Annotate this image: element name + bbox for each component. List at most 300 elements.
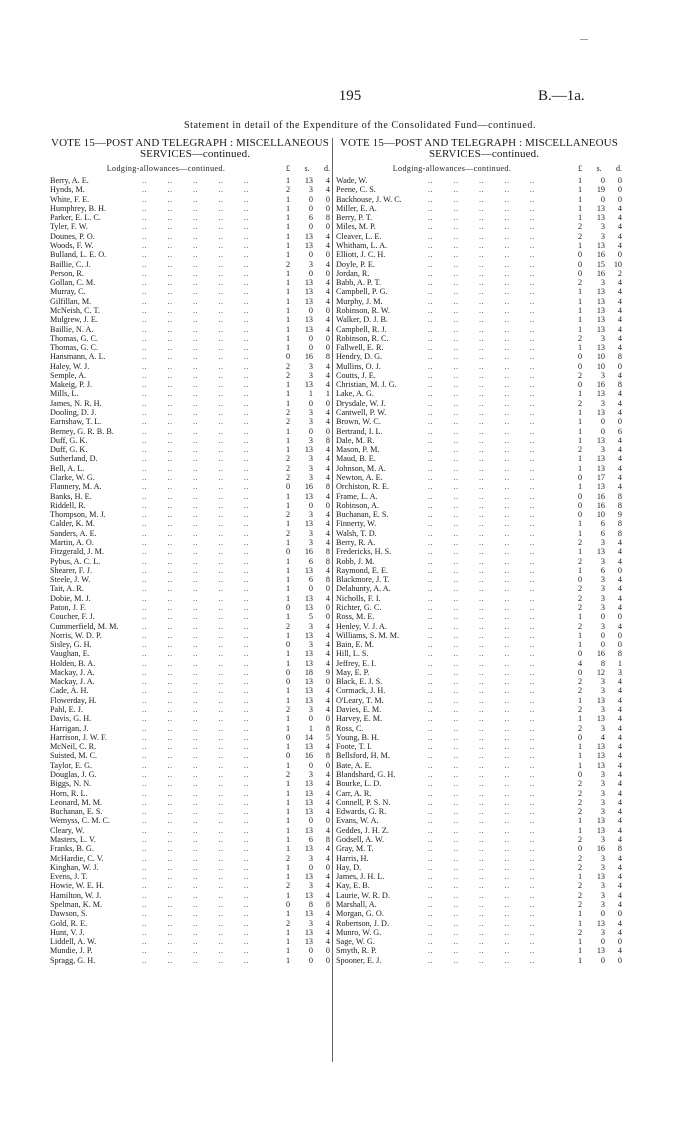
- pence: 0: [325, 602, 330, 612]
- amount: [286, 937, 330, 946]
- pounds: 1: [286, 398, 291, 408]
- leader-dots: .. .. .. .. ..: [428, 417, 535, 427]
- table-row: [50, 891, 330, 900]
- leader-dots: .. .. .. .. ..: [428, 909, 535, 919]
- shillings: 0: [600, 612, 605, 622]
- shillings: 0: [308, 760, 313, 770]
- table-row: [336, 909, 622, 918]
- pence: 4: [617, 602, 622, 612]
- table-row: [50, 417, 330, 426]
- payee-name: Pahl, E. J.: [50, 705, 83, 715]
- pounds: 1: [286, 575, 291, 585]
- payee-name: Woods, F. W.: [50, 240, 94, 250]
- pence: 4: [617, 872, 622, 882]
- shillings: 13: [596, 918, 605, 928]
- payee-name: Maud, B. E.: [336, 454, 376, 464]
- amount: [578, 612, 622, 621]
- pounds: 1: [286, 630, 291, 640]
- pounds: 2: [286, 705, 291, 715]
- amount: [286, 622, 330, 631]
- pounds: 0: [578, 500, 583, 510]
- shillings: 13: [304, 380, 313, 390]
- leader-dots: .. .. .. .. ..: [142, 797, 249, 807]
- shillings: 15: [596, 259, 605, 269]
- right-column: [336, 138, 622, 965]
- table-row: [336, 733, 622, 742]
- pence: 4: [617, 305, 622, 315]
- pence: 4: [617, 621, 622, 631]
- payee-name: Cleaver, L. E.: [336, 231, 382, 241]
- shillings-header: s.: [596, 164, 602, 173]
- shillings: 0: [600, 937, 605, 947]
- amount: [578, 779, 622, 788]
- leader-dots: .. .. .. .. ..: [142, 259, 249, 269]
- pence: 4: [325, 695, 330, 705]
- table-row: [336, 919, 622, 928]
- amount: [578, 287, 622, 296]
- leader-dots: .. .. .. .. ..: [142, 445, 249, 455]
- shillings: 13: [304, 519, 313, 529]
- amount: [286, 185, 330, 194]
- shillings: 3: [600, 593, 605, 603]
- pounds: 2: [578, 231, 583, 241]
- pounds: 1: [578, 305, 583, 315]
- pence: 8: [617, 528, 622, 538]
- payee-name: Elliott, J. C. H.: [336, 250, 386, 260]
- leader-dots: .. .. .. .. ..: [142, 203, 249, 213]
- table-row: [50, 584, 330, 593]
- leader-dots: .. .. .. .. ..: [142, 389, 249, 399]
- table-row: [50, 306, 330, 315]
- payee-name: Steele, J. W.: [50, 575, 91, 585]
- table-row: [336, 297, 622, 306]
- table-row: [336, 622, 622, 631]
- payee-name: Ross, C.: [336, 723, 364, 733]
- payee-name: Backhouse, J. W. C.: [336, 194, 402, 204]
- payee-name: Masters, L. V.: [50, 834, 96, 844]
- amount: [578, 315, 622, 324]
- amount: [578, 492, 622, 501]
- leader-dots: .. .. .. .. ..: [142, 584, 249, 594]
- pounds: 2: [578, 927, 583, 937]
- pence: 0: [617, 194, 622, 204]
- payee-name: Raymond, E. E.: [336, 565, 389, 575]
- amount: [578, 232, 622, 241]
- table-row: [50, 352, 330, 361]
- amount: [578, 900, 622, 909]
- leader-dots: .. .. .. .. ..: [142, 640, 249, 650]
- leader-dots: .. .. .. .. ..: [142, 834, 249, 844]
- pence: 0: [325, 398, 330, 408]
- shillings: 13: [304, 890, 313, 900]
- pence: 4: [325, 380, 330, 390]
- pence: 4: [617, 695, 622, 705]
- pence: 0: [617, 909, 622, 919]
- payee-name: Sage, W. G.: [336, 937, 375, 947]
- table-row: [50, 603, 330, 612]
- pounds: 0: [286, 602, 291, 612]
- shillings: 13: [596, 714, 605, 724]
- shillings: 0: [600, 194, 605, 204]
- table-row: [50, 399, 330, 408]
- leader-dots: .. .. .. .. ..: [142, 630, 249, 640]
- payee-name: Fredericks, H. S.: [336, 547, 392, 557]
- pence: 4: [617, 751, 622, 761]
- pounds: 1: [578, 630, 583, 640]
- table-row: [50, 649, 330, 658]
- table-row: [50, 362, 330, 371]
- pence: 8: [617, 380, 622, 390]
- amount: [286, 529, 330, 538]
- leader-dots: .. .. .. .. ..: [428, 937, 535, 947]
- amount: [578, 427, 622, 436]
- amount: [578, 464, 622, 473]
- table-row: [336, 519, 622, 528]
- shillings: 13: [596, 240, 605, 250]
- pounds: 0: [578, 667, 583, 677]
- pence: 4: [617, 473, 622, 482]
- payee-name: Robb, J. M.: [336, 556, 375, 566]
- table-row: [50, 250, 330, 259]
- table-row: [336, 575, 622, 584]
- pence: 4: [617, 890, 622, 900]
- shillings: 13: [304, 927, 313, 937]
- pence: 9: [325, 667, 330, 677]
- shillings: 18: [304, 667, 313, 677]
- leader-dots: .. .. .. .. ..: [142, 862, 249, 872]
- amount: [286, 222, 330, 231]
- pounds: 0: [578, 844, 583, 854]
- payee-name: Miles, M. P.: [336, 222, 376, 232]
- leader-dots: .. .. .. .. ..: [428, 176, 535, 185]
- shillings: 0: [308, 398, 313, 408]
- leader-dots: .. .. .. .. ..: [142, 593, 249, 603]
- pence: 4: [325, 630, 330, 640]
- pence: 8: [617, 844, 622, 854]
- pence: 9: [617, 510, 622, 520]
- shillings: 13: [596, 389, 605, 399]
- payee-name: Bain, E. M.: [336, 640, 374, 650]
- pence: 4: [325, 909, 330, 919]
- amount: [578, 909, 622, 918]
- pence: 4: [617, 213, 622, 223]
- shillings: 16: [596, 380, 605, 390]
- pounds: 0: [578, 259, 583, 269]
- vote-heading-line1: VOTE 15—POST AND TELEGRAPH : MISCELLANEOUS: [340, 137, 618, 149]
- payee-name: Earnshaw, T. L.: [50, 417, 102, 427]
- payee-name: Johnson, M. A.: [336, 463, 386, 473]
- shillings: 13: [304, 825, 313, 835]
- shillings: 3: [600, 797, 605, 807]
- leader-dots: .. .. .. .. ..: [142, 649, 249, 659]
- table-row: [50, 260, 330, 269]
- pounds: 1: [286, 333, 291, 343]
- table-row: [336, 686, 622, 695]
- pence: 2: [617, 268, 622, 278]
- leader-dots: .. .. .. .. ..: [142, 370, 249, 380]
- table-row: [336, 241, 622, 250]
- amount: [578, 705, 622, 714]
- table-row: [336, 529, 622, 538]
- shillings: 13: [304, 788, 313, 798]
- amount: [578, 519, 622, 528]
- leader-dots: .. .. .. .. ..: [428, 686, 535, 696]
- pounds: 1: [286, 380, 291, 390]
- amount: [578, 575, 622, 584]
- pounds: 2: [578, 686, 583, 696]
- pence: 4: [325, 872, 330, 882]
- leader-dots: .. .. .. .. ..: [142, 426, 249, 436]
- amount: [578, 334, 622, 343]
- table-row: [336, 724, 622, 733]
- amount: [286, 195, 330, 204]
- table-row: [50, 956, 330, 965]
- payee-name: Hamilton, W. J.: [50, 890, 102, 900]
- leader-dots: .. .. .. .. ..: [142, 955, 249, 965]
- shillings: 13: [304, 593, 313, 603]
- pence: 0: [617, 250, 622, 260]
- shillings: 13: [304, 565, 313, 575]
- shillings: 3: [600, 890, 605, 900]
- payee-name: Peene, C. S.: [336, 185, 376, 195]
- payee-name: Haley, W. J.: [50, 361, 90, 371]
- leader-dots: .. .. .. .. ..: [428, 742, 535, 752]
- amount: [286, 928, 330, 937]
- shillings: 13: [304, 231, 313, 241]
- table-row: [50, 408, 330, 417]
- leader-dots: .. .. .. .. ..: [142, 361, 249, 371]
- amount: [578, 306, 622, 315]
- payee-name: Franks, B. G.: [50, 844, 94, 854]
- leader-dots: .. .. .. .. ..: [142, 287, 249, 297]
- leader-dots: .. .. .. .. ..: [142, 816, 249, 826]
- shillings: 3: [308, 454, 313, 464]
- pence: 0: [617, 185, 622, 195]
- amount: [286, 389, 330, 398]
- amount: [286, 724, 330, 733]
- amount: [286, 919, 330, 928]
- amount: [578, 408, 622, 417]
- shillings: 6: [308, 556, 313, 566]
- shillings: 6: [600, 528, 605, 538]
- leader-dots: .. .. .. .. ..: [142, 844, 249, 854]
- amount: [578, 946, 622, 955]
- payee-name: Drysdale, W. J.: [336, 398, 386, 408]
- pence: 4: [325, 463, 330, 473]
- payee-name: Whitham, L. A.: [336, 240, 388, 250]
- shillings: 10: [596, 510, 605, 520]
- amount: [286, 733, 330, 742]
- amount: [286, 287, 330, 296]
- table-row: [50, 278, 330, 287]
- table-row: [50, 510, 330, 519]
- table-row: [50, 742, 330, 751]
- leader-dots: .. .. .. .. ..: [428, 370, 535, 380]
- payee-name: Semple, A.: [50, 370, 87, 380]
- leader-dots: .. .. .. .. ..: [428, 500, 535, 510]
- table-row: [50, 473, 330, 482]
- payee-name: Babb, A. P. T.: [336, 278, 381, 288]
- shillings: 0: [308, 305, 313, 315]
- table-row: [336, 492, 622, 501]
- amount: [286, 213, 330, 222]
- pence: 0: [325, 203, 330, 213]
- payee-name: McNeil, C. R.: [50, 742, 97, 752]
- shillings: 0: [308, 862, 313, 872]
- pounds: 1: [578, 426, 583, 436]
- shillings: 3: [600, 779, 605, 789]
- pounds: 0: [578, 250, 583, 260]
- amount: [578, 389, 622, 398]
- shillings: 6: [308, 834, 313, 844]
- leader-dots: .. .. .. .. ..: [428, 380, 535, 390]
- payee-name: Flannery, M. A.: [50, 482, 102, 492]
- payee-name: Wade, W.: [336, 176, 368, 185]
- pounds: 1: [578, 640, 583, 650]
- payee-name: Connell, P. S. N.: [336, 797, 391, 807]
- amount: [286, 751, 330, 760]
- leader-dots: .. .. .. .. ..: [142, 751, 249, 761]
- shillings: 13: [596, 872, 605, 882]
- pence: 6: [617, 426, 622, 436]
- pence: 8: [325, 751, 330, 761]
- pence: 4: [617, 825, 622, 835]
- amount: [578, 185, 622, 194]
- leader-dots: .. .. .. .. ..: [428, 918, 535, 928]
- pence: 4: [617, 705, 622, 715]
- pounds: 1: [286, 807, 291, 817]
- amount: [578, 547, 622, 556]
- shillings: 3: [600, 278, 605, 288]
- table-row: [50, 761, 330, 770]
- leader-dots: .. .. .. .. ..: [142, 937, 249, 947]
- pounds: 1: [286, 593, 291, 603]
- pence: 8: [325, 435, 330, 445]
- leader-dots: .. .. .. .. ..: [428, 732, 535, 742]
- amount: [286, 482, 330, 491]
- leader-dots: .. .. .. .. ..: [142, 240, 249, 250]
- payee-name: Harrison, J. W. F.: [50, 732, 107, 742]
- table-row: [50, 204, 330, 213]
- leader-dots: .. .. .. .. ..: [142, 398, 249, 408]
- amount: [578, 445, 622, 454]
- pounds: 0: [286, 352, 291, 362]
- pounds: 2: [578, 890, 583, 900]
- pence: 4: [617, 343, 622, 353]
- pence: 4: [325, 640, 330, 650]
- table-row: [50, 297, 330, 306]
- pence: 4: [617, 677, 622, 687]
- amount: [578, 362, 622, 371]
- leader-dots: .. .. .. .. ..: [428, 955, 535, 965]
- payee-name: Holden, B. A.: [50, 658, 96, 668]
- shillings: 3: [308, 918, 313, 928]
- pounds: 0: [286, 667, 291, 677]
- amount: [578, 937, 622, 946]
- shillings: 13: [596, 324, 605, 334]
- payee-name: Davis, G. H.: [50, 714, 92, 724]
- pence: 4: [617, 463, 622, 473]
- subheading: Lodging-allowances—continued.: [392, 164, 512, 173]
- amount: [286, 417, 330, 426]
- pence: 4: [617, 807, 622, 817]
- amount: [286, 352, 330, 361]
- amount: [286, 779, 330, 788]
- amount: [578, 761, 622, 770]
- pounds: 4: [578, 658, 583, 668]
- pence: 4: [325, 565, 330, 575]
- payee-name: Walker, D. J. B.: [336, 315, 388, 325]
- pence: 4: [617, 203, 622, 213]
- shillings: 16: [596, 268, 605, 278]
- entry-list: [50, 176, 330, 965]
- shillings: 16: [304, 482, 313, 492]
- table-row: [336, 362, 622, 371]
- pounds: 1: [578, 240, 583, 250]
- amount: [578, 881, 622, 890]
- pounds: 1: [578, 185, 583, 195]
- leader-dots: .. .. .. .. ..: [428, 630, 535, 640]
- pounds: 1: [286, 194, 291, 204]
- table-row: [336, 278, 622, 287]
- leader-dots: .. .. .. .. ..: [142, 946, 249, 956]
- leader-dots: .. .. .. .. ..: [428, 222, 535, 232]
- pence: 8: [325, 547, 330, 557]
- table-row: [336, 956, 622, 965]
- pounds: 0: [286, 899, 291, 909]
- shillings: 3: [600, 621, 605, 631]
- pence: 8: [325, 556, 330, 566]
- pounds: 1: [286, 250, 291, 260]
- pence: 0: [325, 500, 330, 510]
- table-row: [50, 380, 330, 389]
- shillings: 13: [596, 454, 605, 464]
- shillings: 6: [600, 565, 605, 575]
- leader-dots: .. .. .. .. ..: [428, 575, 535, 585]
- payee-name: Evens, J. T.: [50, 872, 88, 882]
- pounds: 1: [286, 176, 291, 185]
- payee-name: Robinson, A.: [336, 500, 379, 510]
- leader-dots: .. .. .. .. ..: [428, 519, 535, 529]
- pence: 0: [325, 714, 330, 724]
- amount: [286, 584, 330, 593]
- amount: [578, 222, 622, 231]
- payee-name: Tyler, F. W.: [50, 222, 88, 232]
- shillings: 13: [596, 482, 605, 492]
- shillings: 13: [304, 296, 313, 306]
- payee-name: Kinghan, W. J.: [50, 862, 99, 872]
- shillings: 0: [600, 909, 605, 919]
- table-row: [50, 677, 330, 686]
- shillings: 3: [308, 361, 313, 371]
- pounds: 1: [286, 742, 291, 752]
- pence-header: d.: [616, 164, 622, 173]
- table-row: [336, 928, 622, 937]
- pence: 0: [325, 222, 330, 232]
- pence: 4: [325, 259, 330, 269]
- payee-name: Doyle, P. E.: [336, 259, 375, 269]
- pounds: 0: [578, 732, 583, 742]
- leader-dots: .. .. .. .. ..: [142, 547, 249, 557]
- payee-name: Campbell, P. G.: [336, 287, 388, 297]
- pence: 4: [617, 770, 622, 779]
- payee-name: Cade, A. H.: [50, 686, 89, 696]
- shillings: 13: [596, 305, 605, 315]
- amount: [286, 575, 330, 584]
- pounds: 2: [578, 370, 583, 380]
- pence: 4: [617, 435, 622, 445]
- amount: [286, 946, 330, 955]
